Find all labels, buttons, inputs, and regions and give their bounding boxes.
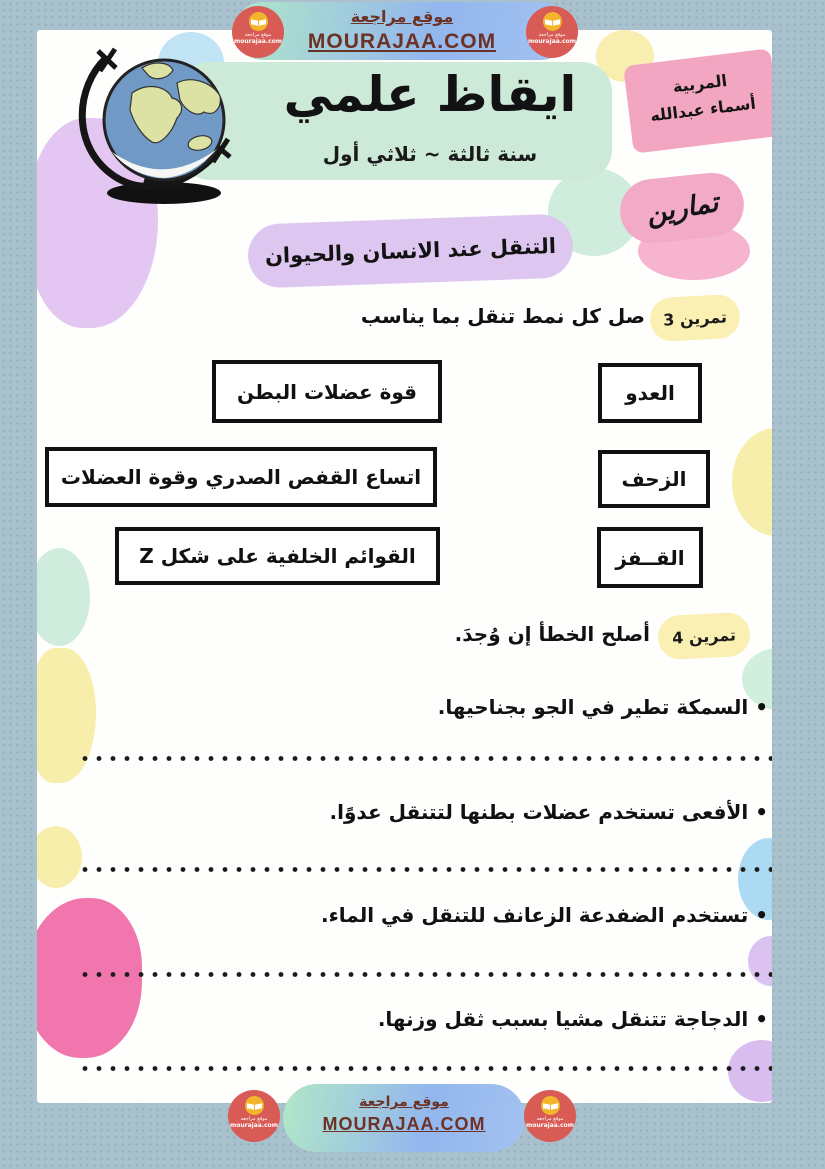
statement-text: الأفعى تستخدم عضلات بطنها لتتنقل عدوًا.	[329, 800, 749, 824]
logo-small-url: mourajaa.com	[233, 38, 283, 45]
statement-row-snake	[80, 800, 768, 824]
book-icon	[249, 12, 268, 31]
answer-dotted-line	[82, 971, 772, 978]
logo-small-name: موقع مراجعة	[240, 1116, 268, 1122]
footer-site-name-link[interactable]: موقع مراجعة	[359, 1094, 449, 1110]
pattern-box-running: العدو	[598, 363, 702, 423]
teacher-badge-subject: المربية	[671, 70, 729, 97]
bullet-marker: •	[755, 1007, 768, 1031]
answer-dotted-line	[82, 866, 772, 873]
teacher-badge	[623, 48, 772, 153]
logo-small-name: موقع مراجعة	[536, 1116, 564, 1122]
statement-text: الدجاجة تتنقل مشيا بسبب ثقل وزنها.	[377, 1007, 749, 1031]
exercises-label: تمارين	[643, 186, 721, 230]
worksheet-paper	[37, 30, 772, 1103]
header-site-name-link[interactable]: موقع مراجعة	[350, 7, 454, 26]
site-footer-pill	[283, 1084, 525, 1152]
exercise4-instruction: أصلح الخطأ إن وُجدَ.	[454, 622, 650, 646]
statement-row-frog	[80, 903, 768, 927]
lesson-title-pill	[247, 213, 574, 288]
answer-box-abdominal-muscles: قوة عضلات البطن	[212, 360, 442, 423]
decor-blob-green-left	[37, 548, 90, 646]
answer-dotted-line	[82, 755, 772, 762]
teacher-badge-name: أسماء عبدالله	[649, 93, 757, 126]
exercise4-tag	[657, 612, 751, 661]
mourajaa-logo-icon[interactable]	[526, 6, 578, 58]
book-icon	[245, 1096, 264, 1115]
exercise3-tag	[649, 294, 741, 343]
mourajaa-logo-icon[interactable]	[232, 6, 284, 58]
pattern-box-crawling: الزحف	[598, 450, 710, 508]
logo-small-url: mourajaa.com	[229, 1122, 279, 1129]
bullet-marker: •	[755, 800, 768, 824]
answer-box-rib-cage: اتساع القفص الصدري وقوة العضلات	[45, 447, 437, 507]
page-title: ايقاظ علمي	[283, 66, 577, 123]
mourajaa-logo-icon[interactable]	[524, 1090, 576, 1142]
globe-icon	[72, 38, 242, 208]
exercise3-instruction: صل كل نمط تنقل بما يناسب	[360, 304, 645, 328]
logo-small-url: mourajaa.com	[525, 1122, 575, 1129]
book-icon	[541, 1096, 560, 1115]
exercise3-label: تمرين 3	[662, 306, 728, 330]
logo-small-url: mourajaa.com	[527, 38, 577, 45]
footer-site-url-link[interactable]: MOURAJAA.COM	[322, 1114, 486, 1134]
page-subtitle: سنة ثالثة ~ ثلاثي أول	[322, 142, 538, 166]
statement-row-chicken	[80, 1007, 768, 1031]
statement-text: تستخدم الضفدعة الزعانف للتنقل في الماء.	[320, 903, 749, 927]
pattern-box-jumping: القــفز	[597, 527, 703, 588]
decor-blob-yellow-left-small	[37, 826, 82, 888]
answer-dotted-line	[82, 1065, 772, 1072]
answer-box-z-legs: القوائم الخلفية على شكل Z	[115, 527, 440, 585]
decor-blob-yellow-right	[732, 428, 772, 536]
site-header-pill	[234, 2, 570, 60]
lesson-title: التنقل عند الانسان والحيوان	[264, 233, 557, 269]
statement-row-fish	[80, 695, 768, 719]
decor-blob-lavender-right	[748, 936, 772, 986]
book-icon	[543, 12, 562, 31]
mourajaa-logo-icon[interactable]	[228, 1090, 280, 1142]
exercise4-label: تمرين 4	[671, 624, 737, 648]
logo-small-name: موقع مراجعة	[244, 32, 272, 38]
bullet-marker: •	[755, 903, 768, 927]
header-site-url-link[interactable]: MOURAJAA.COM	[307, 30, 497, 53]
logo-small-name: موقع مراجعة	[538, 32, 566, 38]
statement-text: السمكة تطير في الجو بجناحيها.	[437, 695, 749, 719]
bullet-marker: •	[755, 695, 768, 719]
